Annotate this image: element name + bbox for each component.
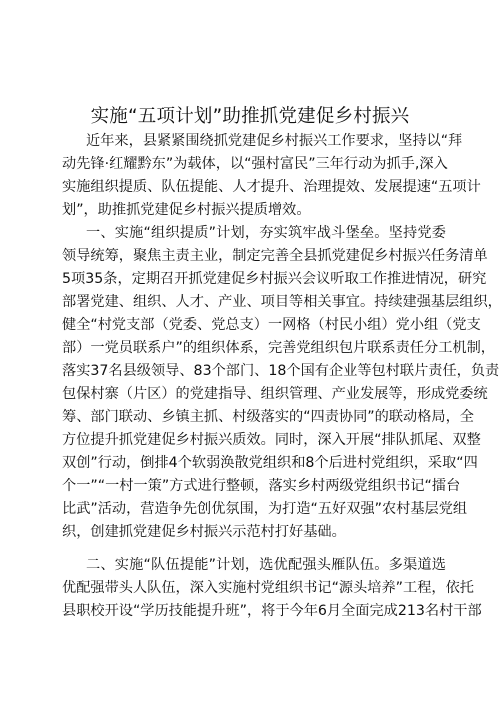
section-1-line-3: 5项35条，定期召开抓党建促乡村振兴会议听取工作推进情况，研究 [62, 271, 487, 287]
paragraph-intro-line-2: 动先锋·红耀黔东”为载体，以“强村富民”三年行动为抓手,深入 [62, 156, 448, 172]
section-1-line-13: 比武”活动，营造争先创优氛围，为打造“五好双强”农村基层党组 [62, 501, 468, 517]
section-1-line-14: 织，创建抓党建促乡村振兴示范村打好基础。 [62, 524, 346, 540]
section-2-line-2: 优配强带头人队伍，深入实施村党组织书记“源头培养”工程，依托 [62, 580, 474, 596]
section-1-line-2: 领导统筹，聚焦主责主业，制定完善全县抓党建促乡村振兴任务清单 [62, 248, 488, 264]
paragraph-intro-line-1: 近年来，县紧紧围绕抓党建促乡村振兴工作要求，坚持以“拜 [86, 133, 463, 149]
section-1-line-9: 筹、部门联动、乡镇主抓、村级落实的“四责协同”的联动格局，全 [62, 409, 474, 425]
paragraph-intro-line-4: 划”，助推抓党建促乡村振兴提质增效。 [62, 202, 311, 218]
section-1-heading-line: 一、实施“组织提质”计划，夯实筑牢战斗堡垒。坚持党委 [86, 225, 446, 241]
section-1-line-4: 部署党建、组织、人才、产业、项目等相关事宜。持续建强基层组织， [62, 294, 502, 310]
section-2-line-3: 县职校开设“学历技能提升班”，将于今年6月全面完成213名村干部 [62, 603, 482, 619]
section-1-line-10: 方位提升抓党建促乡村振兴质效。同时，深入开展“排队抓尾、双整 [62, 432, 481, 448]
section-1-line-5: 健全“村党支部（党委、党总支）一网格（村民小组）党小组（党支 [62, 317, 481, 333]
section-1-line-7: 落实37名县级领导、83个部门、18个国有企业等包村联片责任，负责 [62, 363, 500, 379]
section-1-line-6: 部）一党员联系户”的组织体系，完善党组织包片联系责任分工机制， [62, 340, 495, 356]
section-1-line-12: 个一”“一村一策”方式进行整顿，落实乡村两级党组织书记“擂台 [62, 478, 461, 494]
section-1-line-8: 包保村寨（片区）的党建指导、组织管理、产业发展等，形成党委统 [62, 386, 488, 402]
document-title: 实施“五项计划”助推抓党建促乡村振兴 [90, 106, 410, 128]
section-2-heading-line: 二、实施“队伍提能”计划，选优配强头雁队伍。多渠道选 [86, 557, 446, 573]
section-1-line-11: 双创”行动，倒排4个软弱涣散党组织和8个后进村党组织，采取“四 [62, 455, 478, 471]
paragraph-intro-line-3: 实施组织提质、队伍提能、人才提升、治理提效、发展提速“五项计 [62, 179, 481, 195]
